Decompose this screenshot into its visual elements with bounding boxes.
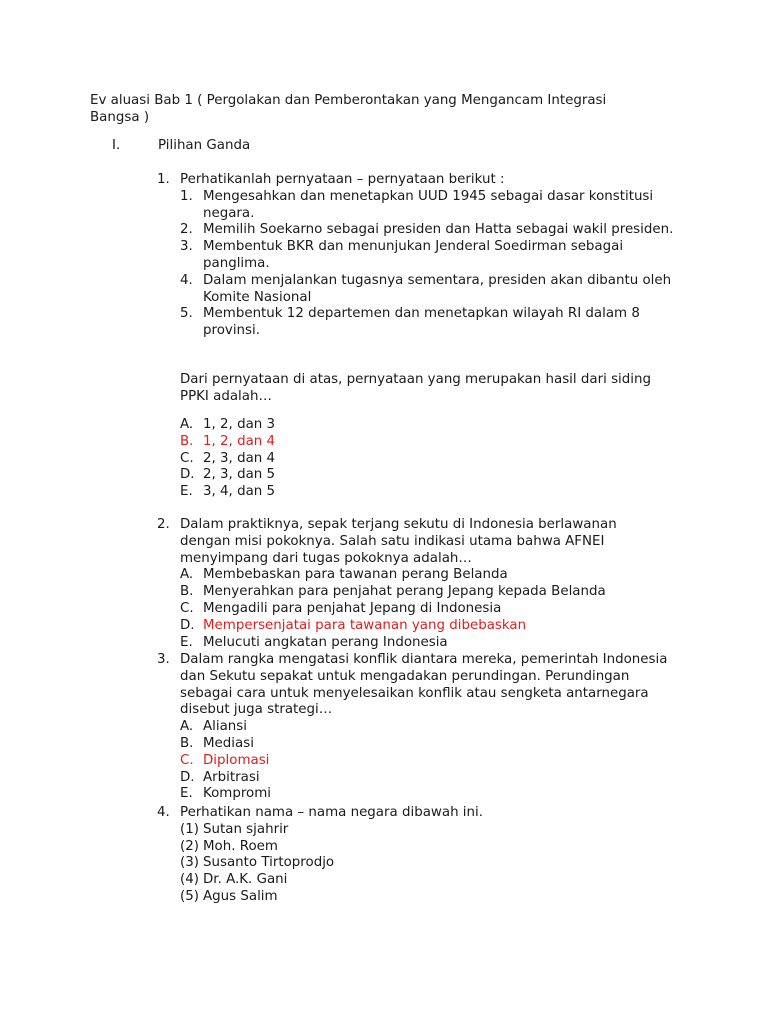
title-line-2: Bangsa ) — [90, 109, 150, 125]
statement-item: 4. Dalam menjalankan tugasnya sementara, presiden akan dibantu oleh Komite Nasional — [180, 272, 672, 305]
option-d[interactable]: D. 2, 3, dan 5 — [180, 467, 276, 483]
option-d[interactable]: D. Arbitrasi — [180, 769, 260, 785]
statement-item: 3. Membentuk BKR dan menunjukan Jenderal Soedirman sebagai panglima. — [180, 239, 624, 271]
list-item: (3) Susanto Tirtoprodjo — [180, 855, 335, 871]
question-number: 4. — [157, 805, 170, 820]
question-1 — [157, 172, 677, 340]
option-e[interactable]: E. Kompromi — [180, 786, 272, 802]
question-1-prompt: Dari pernyataan di atas, pernyataan yang merupakan hasil dari siding PPKI adalah… — [180, 372, 651, 404]
list-item: (5) Agus Salim — [180, 888, 278, 904]
option-a[interactable]: A. Aliansi — [180, 719, 247, 735]
option-c[interactable]: C. Mengadili para penjahat Jepang di Indonesia — [180, 600, 502, 616]
question-text: Perhatikanlah pernyataan – pernyataan berikut : — [180, 172, 505, 187]
section-label: Pilihan Ganda — [158, 138, 251, 153]
option-e[interactable]: E. Melucuti angkatan perang Indonesia — [180, 634, 448, 650]
option-b[interactable]: B. Mediasi — [180, 735, 254, 751]
statement-item: 1. Mengesahkan dan menetapkan UUD 1945 sebagai dasar konstitusi negara. — [180, 188, 654, 221]
list-item: (1) Sutan sjahrir — [180, 821, 289, 837]
option-c[interactable]: C. 2, 3, dan 4 — [180, 450, 276, 466]
option-d-answer[interactable]: D. Mempersenjatai para tawanan yang dibebaskan — [180, 617, 527, 633]
question-1-options — [180, 417, 580, 501]
option-c-answer[interactable]: C. Diplomasi — [180, 752, 270, 768]
option-b[interactable]: B. Menyerahkan para penjahat perang Jepang kepada Belanda — [180, 584, 606, 600]
option-e[interactable]: E. 3, 4, dan 5 — [180, 484, 276, 500]
question-text: Dalam praktiknya, sepak terjang sekutu di Indonesia berlawanan dengan misi pokoknya. Salah satu indikasi utama bahwa AFNEI menyimpang dari tugas pokoknya adalah… — [180, 517, 617, 566]
list-item: (4) Dr. A.K. Gani — [180, 872, 288, 888]
document-title — [90, 93, 650, 127]
question-number: 2. — [157, 517, 170, 532]
option-b-answer[interactable]: B. 1, 2, dan 4 — [180, 433, 276, 449]
section-heading — [112, 138, 250, 155]
section-number: I. — [112, 138, 121, 153]
question-text: Dalam rangka mengatasi konflik diantara mereka, pemerintah Indonesia dan Sekutu sepakat untuk mengadakan perundingan. Perundingan sebagai cara untuk menyelesaikan konflik atau sengketa antarnegara disebut juga strategi… — [180, 652, 668, 718]
question-3 — [157, 652, 677, 803]
question-text: Perhatikan nama – nama negara dibawah ini. — [180, 805, 483, 820]
title-line-1: Ev aluasi Bab 1 ( Pergolakan dan Pemberontakan yang Mengancam Integrasi — [90, 93, 607, 108]
statement-item: 5. Membentuk 12 departemen dan menetapkan wilayah RI dalam 8 provinsi. — [180, 306, 640, 339]
list-item: (2) Moh. Roem — [180, 838, 278, 854]
question-2 — [157, 517, 677, 651]
option-a[interactable]: A. Membebaskan para tawanan perang Belanda — [180, 567, 508, 583]
question-number: 1. — [157, 172, 170, 187]
option-a[interactable]: A. 1, 2, dan 3 — [180, 417, 276, 432]
question-number: 3. — [157, 652, 170, 667]
statement-item: 2. Memilih Soekarno sebagai presiden dan Hatta sebagai wakil presiden. — [180, 222, 674, 238]
question-4 — [157, 805, 677, 906]
